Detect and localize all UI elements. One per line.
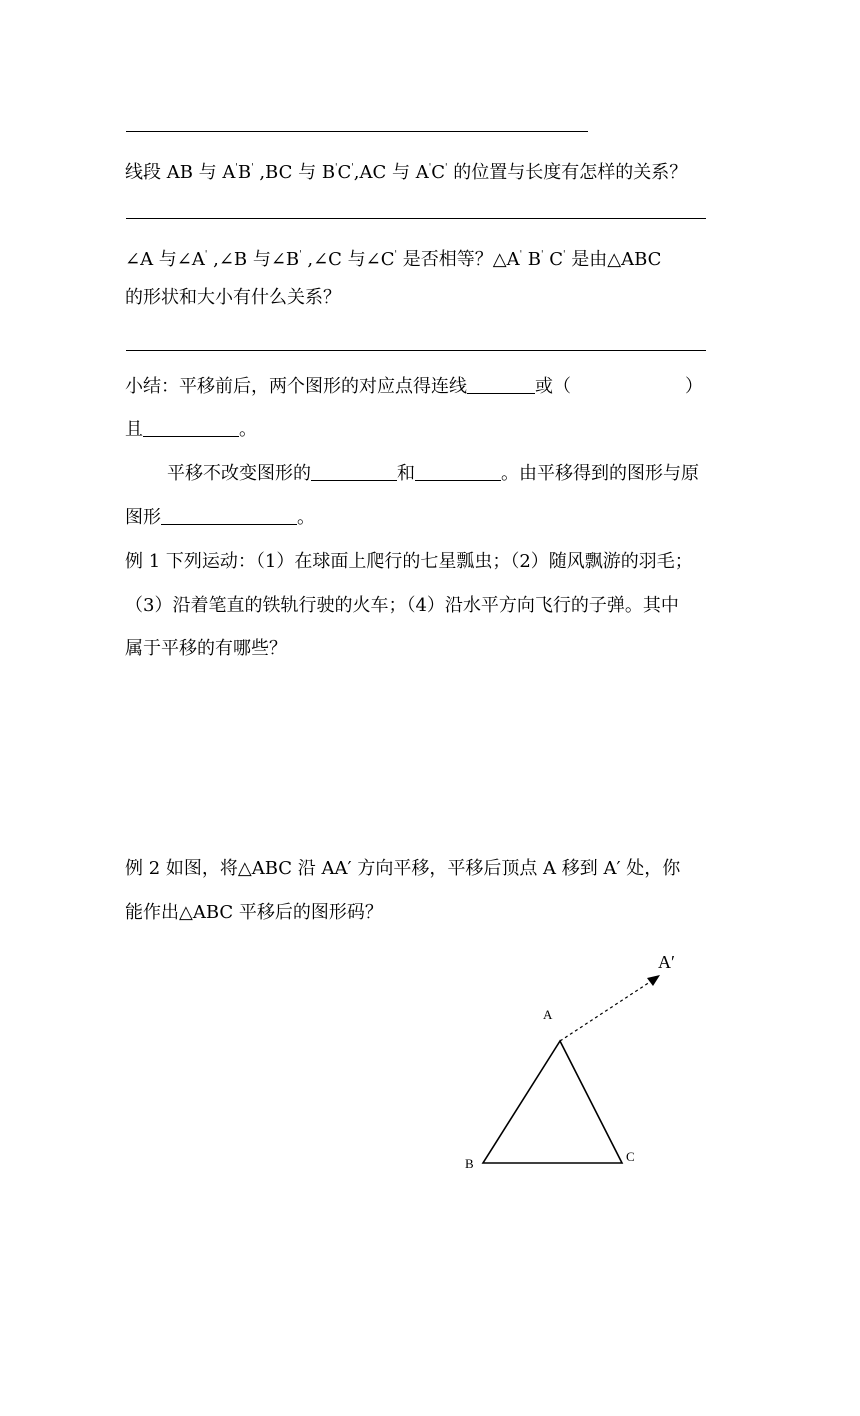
summary-line-1: 小结：平移前后，两个图形的对应点得连线 或（ ） — [125, 376, 703, 397]
label-a: A — [543, 1007, 553, 1022]
example-1-line-1: 例 1 下列运动：（1）在球面上爬行的七星瓢虫；（2）随风飘游的羽毛； — [125, 551, 693, 572]
triangle-abc — [483, 1041, 622, 1163]
translation-direction-arrow — [560, 980, 653, 1041]
label-b: B — [465, 1156, 474, 1171]
example-1-line-3: 属于平移的有哪些？ — [125, 638, 287, 659]
question-angle-equality: ∠A 与∠A' ,∠B 与∠B' ,∠C 与∠C' 是否相等？△A' B' C' 是由△ABC — [125, 249, 662, 270]
answer-line — [126, 131, 588, 132]
answer-line — [126, 350, 706, 351]
arrowhead-icon — [647, 975, 660, 986]
example-2-line-2: 能作出△ABC 平移后的图形码？ — [125, 902, 383, 923]
label-c: C — [626, 1149, 635, 1164]
fill-blank[interactable] — [467, 375, 535, 394]
label-a-prime: A′ — [658, 952, 675, 972]
question-shape-size: 的形状和大小有什么关系？ — [125, 287, 341, 308]
fill-blank[interactable] — [415, 462, 501, 481]
example-2-line-1: 例 2 如图，将△ABC 沿 AA′ 方向平移，平移后顶点 A 移到 A′ 处，你 — [125, 858, 681, 879]
summary-line-3: 平移不改变图形的 和 。由平移得到的图形与原 — [167, 463, 699, 484]
fill-blank[interactable] — [161, 506, 297, 525]
fill-blank[interactable] — [143, 418, 239, 437]
translation-figure — [440, 940, 700, 1180]
summary-line-4: 图形 。 — [125, 507, 315, 528]
question-segment-relation: 线段 AB 与 A'B' ,BC 与 B'C',AC 与 A'C' 的位置与长度有怎样的关系？ — [125, 162, 688, 183]
summary-line-2: 且 。 — [125, 419, 257, 440]
example-1-line-2: （3）沿着笔直的铁轨行驶的火车；（4）沿水平方向飞行的子弹。其中 — [125, 595, 679, 616]
answer-line — [126, 218, 706, 219]
fill-blank[interactable] — [311, 462, 397, 481]
